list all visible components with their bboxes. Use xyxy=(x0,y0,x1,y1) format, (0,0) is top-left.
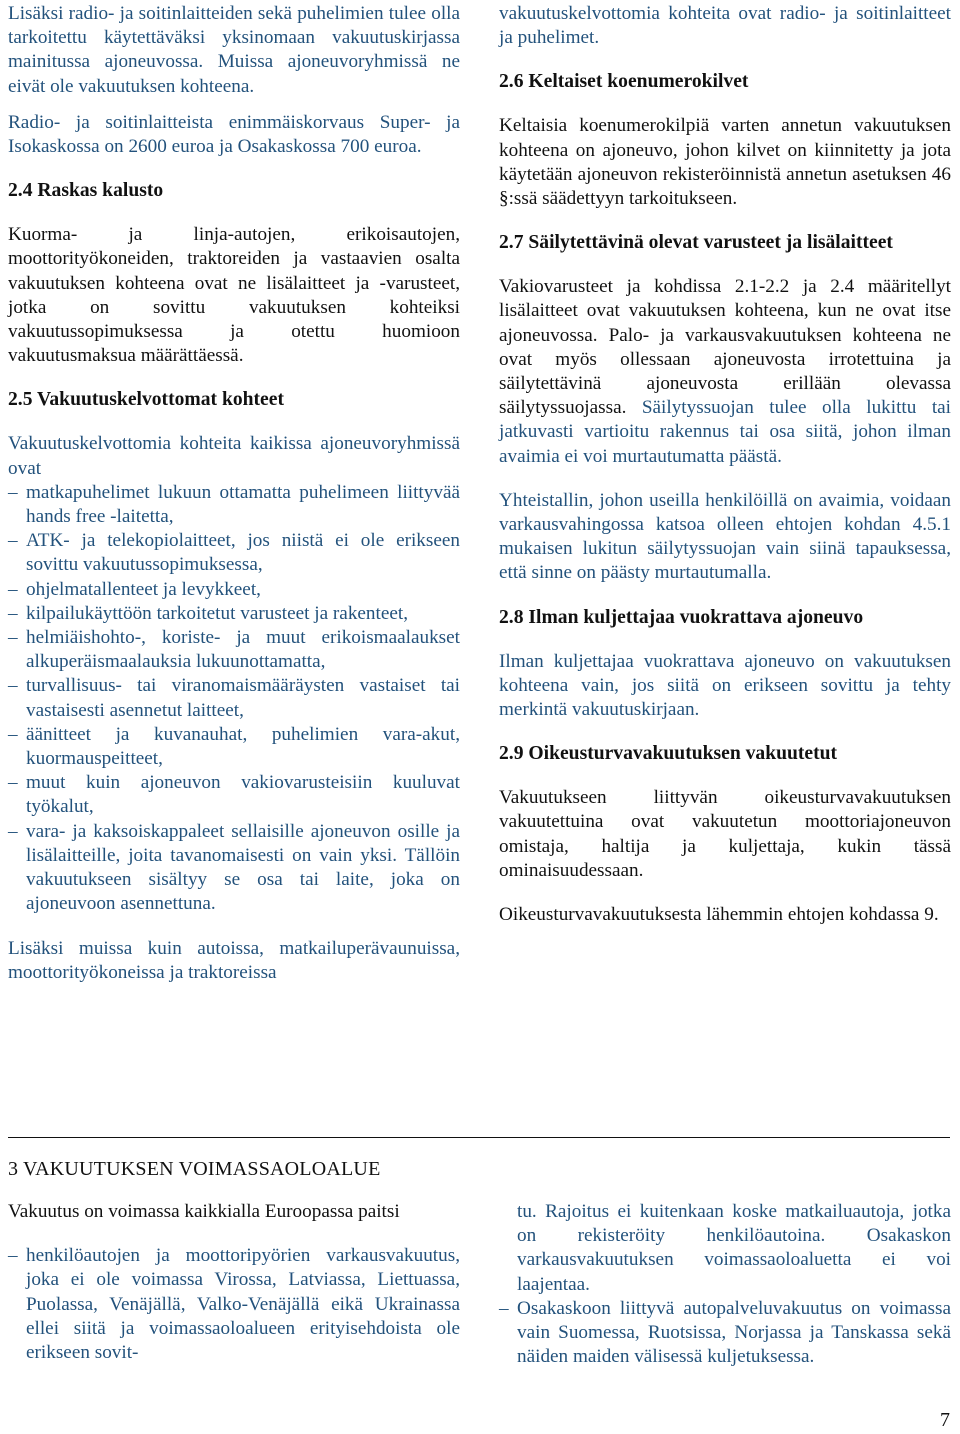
section-3-right xyxy=(499,1200,951,1369)
list-item: – kilpailukäyttöön tarkoitetut varusteet ja rakenteet, xyxy=(8,602,460,626)
paragraph-section-3-intro: Vakuutus on voimassa kaikkialla Euroopassa paitsi xyxy=(8,1201,400,1222)
list-item: – muut kuin ajoneuvon vakiovarusteisiin kuuluvat työkalut, xyxy=(8,771,460,819)
list-item: – ohjelmatallenteet ja levykkeet, xyxy=(8,578,460,602)
heading-2-4: 2.4 Raskas kalusto xyxy=(8,180,164,202)
heading-2-5: 2.5 Vakuutuskelvottomat kohteet xyxy=(8,389,284,411)
paragraph-2-7-part1: Vakiovarusteet ja kohdissa 2.1-2.2 ja 2.4 määritellyt lisälaitteet ovat vakuutuksen kohteena, kun ne ovat itse ajoneuvossa. Palo- ja varkausvakuutuksen kohteena ne ovat myös ollessaan ajoneuvosta irrotettuina ja säilytettävinä ajoneuvosta erillään olevassa säilytyssuojassa. xyxy=(499,276,951,419)
list-item: – henkilöautojen ja moottoripyörien varkausvakuutus, joka ei ole voimassa Virossa, Latviassa, Liettuassa, Puolassa, Venäjällä, Valko-Venäjällä eikä Ukrainassa ellei siitä ja voimassaoloalueen erityisehdoista ole erikseen sovit- xyxy=(8,1244,460,1365)
paragraph-2-7 xyxy=(499,275,951,469)
list-validity-exceptions xyxy=(8,1244,460,1365)
paragraph-2-7-shared-garage: Yhteistallin, johon useilla henkilöillä on avaimia, voidaan varkausvahingossa katsoa olleen ehtojen kohdan 4.5.1 mukaisen lukitun säilytyssuojan vain siinä tapauksessa, että sinne on päästy murtautumalla. xyxy=(499,489,951,584)
heading-2-8: 2.8 Ilman kuljettajaa vuokrattava ajoneuvo xyxy=(499,606,864,628)
paragraph-2-7-part2: Säilytyssuojan tulee olla lukittu tai jatkuvasti vartioitu rakennus tai osa siitä, johon ilman avaimia ei voi murtautumatta päästä. xyxy=(499,397,951,467)
list-item: – Osakaskoon liittyvä autopalveluvakuutus on voimassa vain Suomessa, Ruotsissa, Norjassa ja Tanskassa sekä näiden maiden välisessä kuljetuksessa. xyxy=(499,1297,951,1370)
paragraph-continuation: vakuutuskelvottomia kohteita ovat radio- ja soitinlaitteet ja puhelimet. xyxy=(499,3,951,49)
paragraph-section-3-continuation: tu. Rajoitus ei kuitenkaan koske matkailuautoja, jotka on rekisteröity henkilöautoina. Osakaskon varkausvakuutuksen voimassaoloaluetta ei voi laajentaa. xyxy=(517,1201,951,1295)
section-divider xyxy=(8,1137,950,1138)
page-number: 7 xyxy=(940,1409,950,1431)
paragraph-2-8: Ilman kuljettajaa vuokrattava ajoneuvo on vakuutuksen kohteena vain, jos siitä on erikseen sovittu ja tehty merkintä vakuutuskirjaan. xyxy=(499,650,951,721)
list-item: – vara- ja kaksoiskappaleet sellaisille ajoneuvon osille ja lisälaitteille, joita tavanomaisesti on vain yksi. Tällöin vakuutukseen sisältyy se osa tai laite, joka on ajoneuvoon asennettuna. xyxy=(8,820,460,917)
paragraph-2-6: Keltaisia koenumerokilpiä varten annetun vakuutuksen kohteena on ajoneuvo, johon kilvet on kiinnitetty ja jota käytetään ajoneuvon rekisteröinnistä annetun asetuksen 46 §:ssä säädettyyn tarkoitukseen. xyxy=(499,115,951,210)
paragraph-2-5-tail: Lisäksi muissa kuin autoissa, matkailuperävaunuissa, moottorityökoneissa ja traktoreissa xyxy=(8,937,460,983)
right-column xyxy=(499,2,951,927)
paragraph-2-5-intro: Vakuutuskelvottomia kohteita kaikissa ajoneuvoryhmissä ovat xyxy=(8,433,460,479)
list-item: – ATK- ja telekopiolaitteet, jos niistä ei ole erikseen sovittu vakuutussopimuksessa, xyxy=(8,529,460,577)
heading-2-7: 2.7 Säilytettävinä olevat varusteet ja lisälaitteet xyxy=(499,232,893,254)
heading-section-3: 3 VAKUUTUKSEN VOIMASSAOLOALUE xyxy=(8,1158,381,1180)
left-column xyxy=(8,2,460,985)
paragraph-radio-devices: Lisäksi radio- ja soitinlaitteiden sekä puhelimien tulee olla tarkoitettu käytettäväksi yksinomaan vakuutuskirjassa mainitussa ajoneuvossa. Muissa ajoneuvoryhmissä ne eivät ole vakuutuksen kohteena. xyxy=(8,3,460,97)
section-3-left xyxy=(8,1158,460,1365)
list-item: – helmiäishohto-, koriste- ja muut erikoismaalaukset alkuperäismaalauksia lukuunottamatta, xyxy=(8,626,460,674)
heading-2-6: 2.6 Keltaiset koenumerokilvet xyxy=(499,71,749,93)
paragraph-2-9-reference: Oikeusturvavakuutuksesta lähemmin ehtojen kohdassa 9. xyxy=(499,904,939,926)
list-validity-exceptions-cont xyxy=(499,1297,951,1370)
paragraph-radio-max-compensation: Radio- ja soitinlaitteista enimmäiskorvaus Super- ja Isokaskossa on 2600 euroa ja Osakaskossa 700 euroa. xyxy=(8,111,460,158)
list-uninsurable-items xyxy=(8,481,460,917)
paragraph-2-9: Vakuutukseen liittyvän oikeusturvavakuutuksen vakuutettuina ovat vakuutetun moottoriajoneuvon omistaja, haltija ja kuljettaja, kukin tässä ominaisuudessaan. xyxy=(499,787,951,881)
heading-2-9: 2.9 Oikeusturvavakuutuksen vakuutetut xyxy=(499,743,838,765)
list-item: – äänitteet ja kuvanauhat, puhelimien vara-akut, kuormauspeitteet, xyxy=(8,723,460,771)
paragraph-2-4: Kuorma- ja linja-autojen, erikoisautojen, moottorityökoneiden, traktoreiden ja vastaavien osalta vakuutuksen kohteena ovat ne lisälaitteet ja -varusteet, jotka on sovittu vakuutuksen kohteiksi vakuutussopimuksessa ja otettu huomioon vakuutusmaksua määrättäessä. xyxy=(8,224,460,367)
list-item: – matkapuhelimet lukuun ottamatta puhelimeen liittyvää hands free -laitetta, xyxy=(8,481,460,529)
list-item: – turvallisuus- tai viranomaismääräysten vastaiset tai vastaisesti asennetut laitteet, xyxy=(8,674,460,722)
